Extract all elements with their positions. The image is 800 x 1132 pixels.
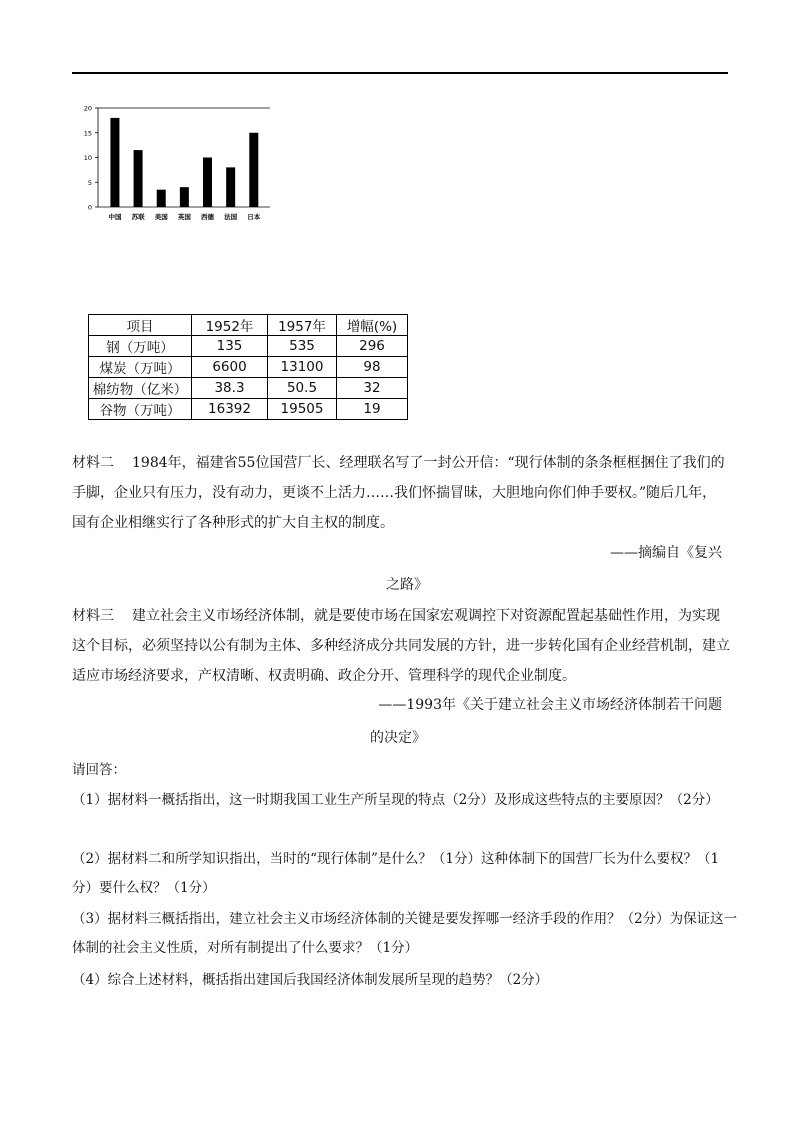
table-cell: 38.3 [192,378,268,399]
chart-category-label: 英国 [177,213,191,221]
header-rule [72,72,728,74]
table-cell: 296 [337,336,408,357]
chart-bar [203,158,212,208]
table-header-cell: 1957年 [268,315,337,336]
table-row [89,357,408,378]
table-row [89,399,408,420]
table-cell: 谷物（万吨） [89,399,192,420]
chart-category-label: 法国 [224,213,238,221]
table-cell: 16392 [192,399,268,420]
material3-paragraph [72,601,730,691]
material2-text: 1984年，福建省55位国营厂长、经理联名写了一封公开信：“现行体制的条条框框捆住了我们的手脚，企业只有压力，没有动力，更谈不上活力……我们怀揣冒昧，大胆地向你们伸手要权。”随后几年，国有企业相继实行了各种形式的扩大自主权的制度。 [72,455,725,531]
table-cell: 98 [337,357,408,378]
material3-label: 材料三 [72,608,114,624]
chart-bar [157,190,166,207]
table-cell: 6600 [192,357,268,378]
table-cell: 50.5 [268,378,337,399]
table-cell: 棉纺物（亿米） [89,378,192,399]
table-row [89,336,408,357]
question-2: （2）据材料二和所学知识指出，当时的“现行体制”是什么？（1分）这种体制下的国营厂长为什么要权？（1分）要什么权？（1分） [72,851,720,896]
chart-bar [134,150,143,207]
answer-prompt: 请回答： [72,762,126,778]
chart-category-label: 西德 [201,213,215,221]
question-4: （4）综合上述材料，概括指出建国后我国经济体制发展所呈现的趋势？（2分） [72,972,549,988]
table-cell: 19505 [268,399,337,420]
chart-y-tick-label: 20 [83,104,92,113]
bar-chart [80,100,280,230]
chart-category-label: 中国 [108,213,122,221]
chart-y-tick-label: 5 [87,178,92,187]
table-row [89,378,408,399]
table-header-cell: 增幅(%) [337,315,408,336]
chart-bar [249,133,258,207]
table-cell: 32 [337,378,408,399]
material3-source-line2: 的决定》 [370,730,426,746]
question-3: （3）据材料三概括指出，建立社会主义市场经济体制的关键是要发挥哪一经济手段的作用？（2分）为保证这一体制的社会主义性质，对所有制提出了什么要求？（1分） [72,911,738,956]
table-cell: 钢（万吨） [89,336,192,357]
material3-source-line1: ——1993年《关于建立社会主义市场经济体制若干问题 [378,697,722,713]
material3-text: 建立社会主义市场经济体制，就是要使市场在国家宏观调控下对资源配置起基础性作用，为实现这个目标，必须坚持以公有制为主体、多种经济成分共同发展的方针，进一步转化国有企业经营机制，建立适应市场经济要求，产权清晰、权责明确、政企分开、管理科学的现代企业制度。 [72,608,730,684]
question-1: （1）据材料一概括指出，这一时期我国工业生产所呈现的特点（2分）及形成这些特点的主要原因？（2分） [72,792,719,808]
production-table [88,314,408,420]
chart-y-tick-label: 15 [83,129,92,138]
table-header-cell: 项目 [89,315,192,336]
table-header-cell: 1952年 [192,315,268,336]
chart-y-tick-label: 10 [83,154,92,162]
table-cell: 13100 [268,357,337,378]
material2-label: 材料二 [72,455,114,471]
table-cell: 19 [337,399,408,420]
chart-bar [226,167,235,207]
chart-category-label: 美国 [154,213,168,221]
table-cell: 135 [192,336,268,357]
table-header-row [89,315,408,336]
chart-bar [110,118,119,207]
table-cell: 535 [268,336,337,357]
material2-paragraph [72,448,730,538]
material2-source-line2: 之路》 [386,577,428,593]
chart-bar [180,187,189,207]
chart-category-label: 苏联 [131,213,145,221]
chart-category-label: 日本 [247,213,261,221]
material2-source-line1: ——摘编自《复兴 [610,545,722,561]
chart-y-tick-label: 0 [87,203,92,212]
table-cell: 煤炭（万吨） [89,357,192,378]
